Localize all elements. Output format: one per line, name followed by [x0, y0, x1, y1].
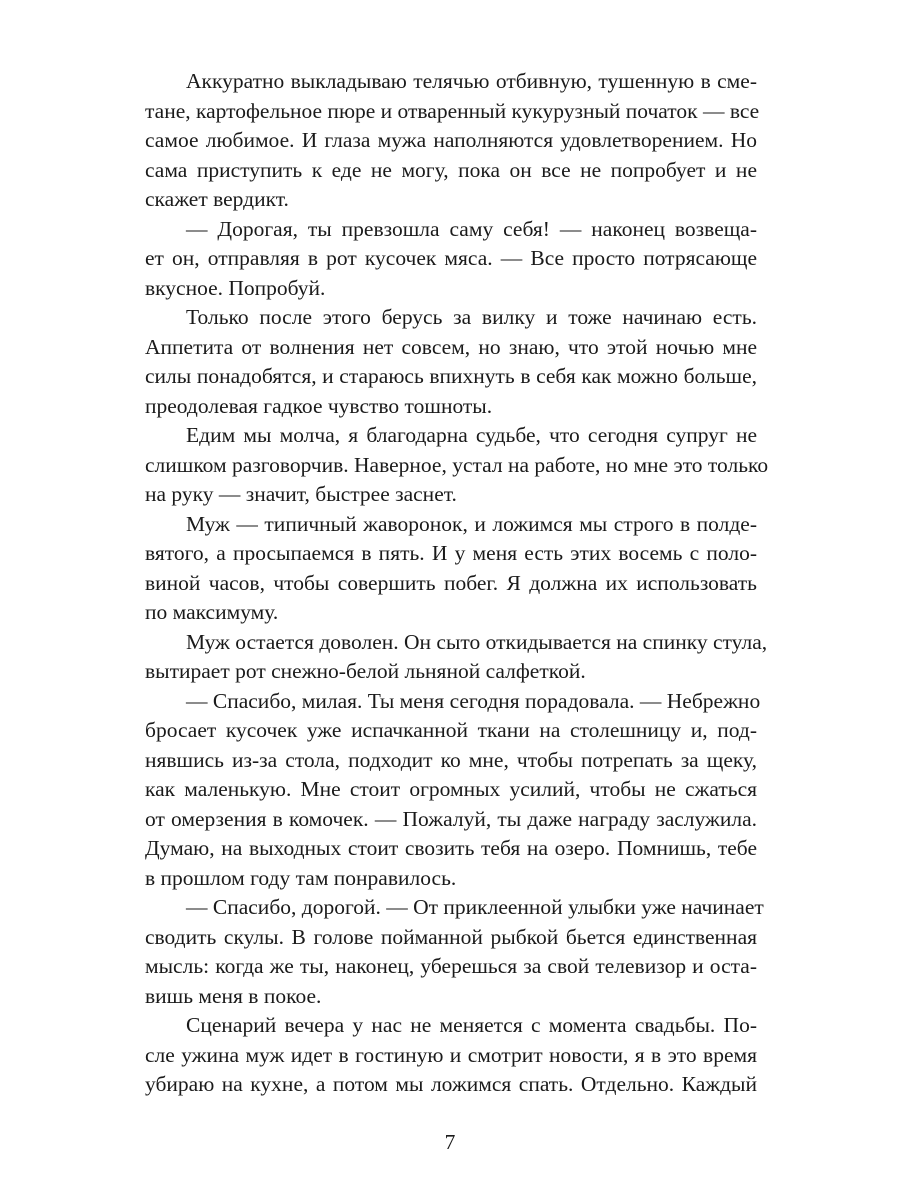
paragraph-4 [145, 421, 769, 510]
page-number: 7 [444, 1130, 456, 1154]
text-line: нявшись из-за стола, подходит ко мне, чтобы потрепать за щеку, [145, 747, 757, 772]
text-line: в прошлом году там понравилось. [145, 865, 457, 890]
text-line: сле ужина муж идет в гостиную и смотрит новости, я в это время [145, 1042, 757, 1067]
text-line: Аккуратно выкладываю телячью отбивную, тушенную в сме- [186, 69, 757, 93]
text-line: ет он, отправляя в рот кусочек мяса. — Все просто потрясающе [145, 246, 757, 270]
paragraph-6 [145, 628, 768, 687]
body-text [145, 67, 769, 1100]
text-line: самое любимое. И глаза мужа наполняются удовлетворением. Но [145, 128, 757, 152]
text-line: вишь меня в покое. [145, 983, 322, 1008]
text-line: от омерзения в комочек. — Пожалуй, ты даже награду заслужила. [145, 806, 757, 831]
paragraph-8 [145, 893, 764, 1011]
text-line: скажет вердикт. [145, 187, 289, 211]
text-line: Муж — типичный жаворонок, и ложимся мы строго в полде- [186, 511, 757, 536]
text-line: Сценарий вечера у нас не меняется с момента свадьбы. По- [186, 1013, 757, 1037]
text-line: мысль: когда же ты, наконец, уберешься за свой телевизор и оста- [145, 954, 757, 978]
text-line: — Дорогая, ты превзошла саму себя! — наконец возвеща- [186, 216, 757, 241]
text-line: Только после этого берусь за вилку и тоже начинаю есть. [186, 305, 757, 329]
paragraph-5 [145, 510, 757, 628]
text-line: слишком разговорчив. Наверное, устал на работе, но мне это только [145, 452, 769, 477]
text-line: тане, картофельное пюре и отваренный кукурузный початок — все [145, 98, 760, 123]
text-line: вятого, а просыпаемся в пять. И у меня есть этих восемь с поло- [145, 541, 757, 565]
text-line: Думаю, на выходных стоит свозить тебя на озеро. Помнишь, тебе [145, 836, 757, 860]
text-line: Едим мы молча, я благодарна судьбе, что сегодня супруг не [186, 423, 757, 447]
paragraph-3 [145, 303, 757, 421]
text-line: сводить скулы. В голове пойманной рыбкой бьется единственная [145, 924, 757, 949]
paragraph-7 [145, 687, 761, 894]
text-line: вытирает рот снежно-белой льняной салфеткой. [145, 659, 586, 683]
paragraph-2 [145, 215, 757, 304]
text-line: по максимуму. [145, 600, 279, 624]
text-line: преодолевая гадкое чувство тошноты. [145, 393, 493, 418]
text-line: вкусное. Попробуй. [145, 275, 326, 300]
text-line: — Спасибо, милая. Ты меня сегодня порадовала. — Небрежно [186, 688, 761, 713]
paragraph-1 [145, 67, 760, 215]
text-line: как маленькую. Мне стоит огромных усилий, чтобы не сжаться [145, 777, 757, 801]
text-line: Аппетита от волнения нет совсем, но знаю, что этой ночью мне [145, 334, 757, 359]
text-line: — Спасибо, дорогой. — От приклеенной улыбки уже начинает [186, 895, 764, 919]
text-line: силы понадобятся, и стараюсь впихнуть в себя как можно больше, [145, 364, 757, 388]
text-line: на руку — значит, быстрее заснет. [145, 482, 457, 506]
text-line: сама приступить к еде не могу, пока он все не попробует и не [145, 157, 757, 182]
paragraph-9 [145, 1011, 757, 1100]
text-line: бросает кусочек уже испачканной ткани на столешницу и, под- [145, 718, 757, 742]
text-line: виной часов, чтобы совершить побег. Я должна их использовать [145, 570, 757, 595]
text-line: убираю на кухне, а потом мы ложимся спать. Отдельно. Каждый [145, 1072, 757, 1096]
text-line: Муж остается доволен. Он сыто откидывается на спинку стула, [186, 629, 768, 654]
